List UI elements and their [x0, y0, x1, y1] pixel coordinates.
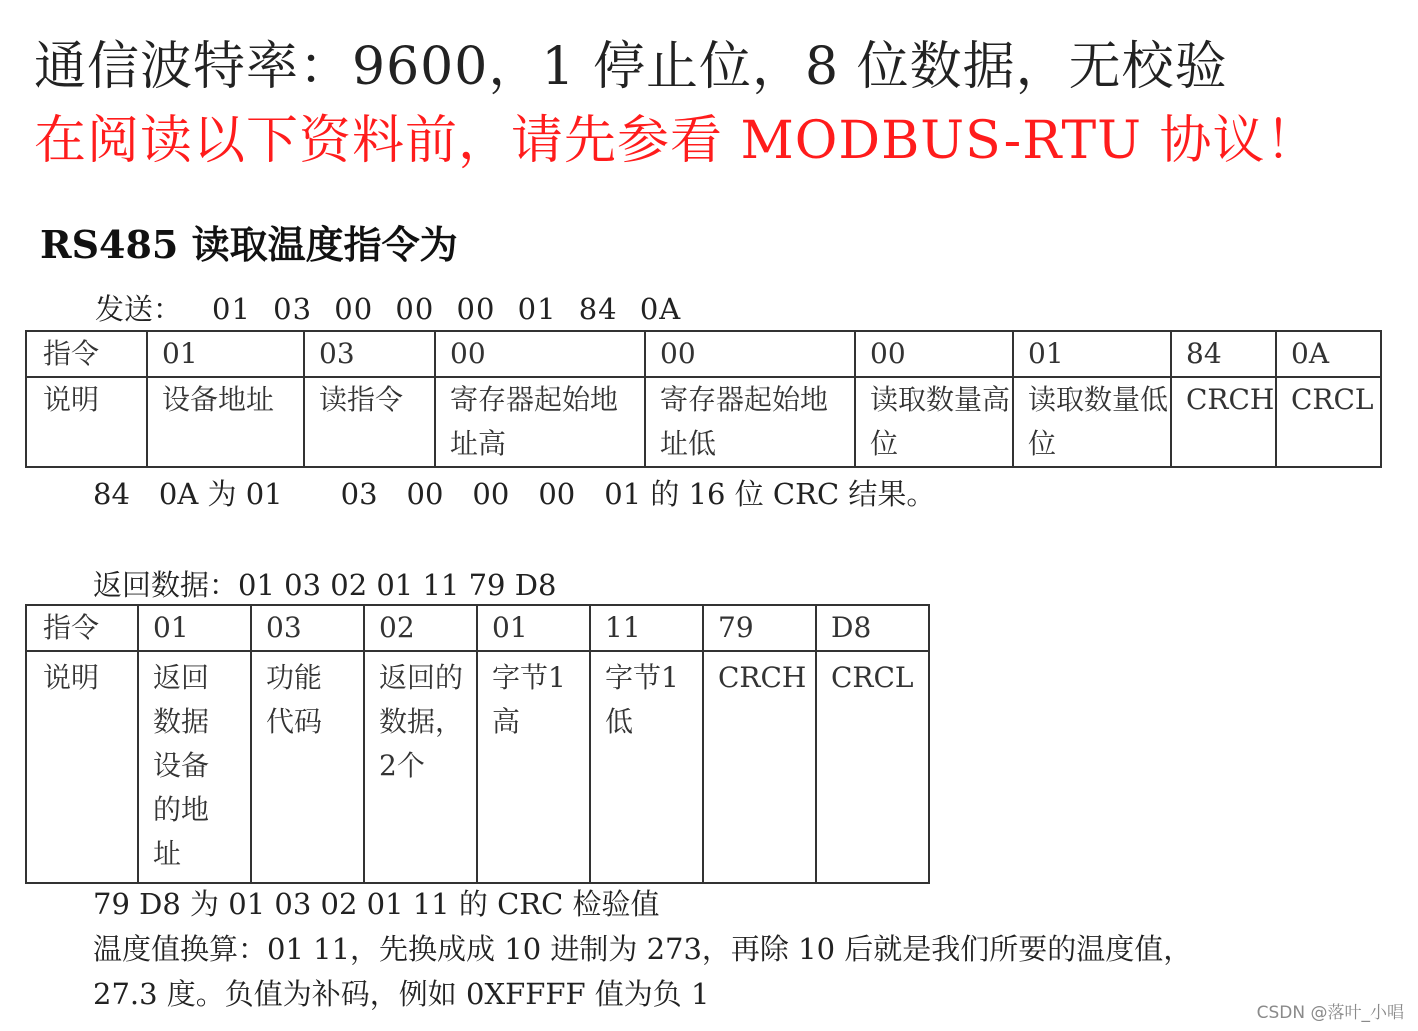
table-cell: CRCL: [1276, 377, 1381, 467]
table-cell: 返回的数据，2个: [364, 651, 477, 883]
send-line: [95, 287, 681, 328]
table-cell: CRCH: [1171, 377, 1276, 467]
table-cell: 01: [147, 331, 304, 377]
table-cell: 字节1低: [590, 651, 703, 883]
negative-value-note: 27.3 度。负值为补码，例如 0XFFFF 值为负 1: [93, 977, 710, 1011]
table-cell: 说明: [26, 651, 138, 883]
table-row: [26, 651, 929, 883]
table-row: [26, 377, 1381, 467]
table-cell: 00: [855, 331, 1013, 377]
watermark: CSDN @落叶_小唱: [1256, 1003, 1404, 1023]
send-label: 发送：: [95, 292, 183, 326]
table-cell: 84: [1171, 331, 1276, 377]
table-cell: 00: [645, 331, 855, 377]
temperature-conversion-note: 温度值换算：01 11，先换成成 10 进制为 273，再除 10 后就是我们所要的温度值，: [93, 932, 1193, 966]
response-data-table: [25, 604, 930, 884]
table-cell: CRCH: [703, 651, 816, 883]
table-cell: 11: [590, 605, 703, 651]
response-label: 返回数据：01 03 02 01 11 79 D8: [93, 568, 557, 602]
comm-params-text: 通信波特率：9600，1 停止位，8 位数据，无校验: [34, 37, 1228, 97]
table-cell: 返回数据设备的地址: [138, 651, 251, 883]
table-cell: 读指令: [304, 377, 435, 467]
table-cell: 寄存器起始地址高: [435, 377, 645, 467]
send-codes: 01 03 00 00 00 01 84 0A: [212, 292, 682, 326]
response-crc-note: 79 D8 为 01 03 02 01 11 的 CRC 检验值: [93, 887, 660, 921]
table-cell: 功能代码: [251, 651, 364, 883]
table-cell: 79: [703, 605, 816, 651]
table-cell: 03: [304, 331, 435, 377]
send-crc-note: 84 0A 为 01 03 00 00 00 01 的 16 位 CRC 结果。: [93, 477, 936, 511]
table-cell: 01: [1013, 331, 1171, 377]
section-title: RS485 读取温度指令为: [40, 222, 458, 267]
table-cell: 02: [364, 605, 477, 651]
table-cell: 01: [477, 605, 590, 651]
table-cell: 字节1高: [477, 651, 590, 883]
table-cell: 0A: [1276, 331, 1381, 377]
table-cell: 说明: [26, 377, 147, 467]
table-row: [26, 605, 929, 651]
table-cell: 设备地址: [147, 377, 304, 467]
table-cell: 03: [251, 605, 364, 651]
table-cell: 读取数量低位: [1013, 377, 1171, 467]
table-cell: D8: [816, 605, 929, 651]
table-cell: 寄存器起始地址低: [645, 377, 855, 467]
table-cell: 00: [435, 331, 645, 377]
table-cell: 指令: [26, 605, 138, 651]
table-row: [26, 331, 1381, 377]
table-cell: CRCL: [816, 651, 929, 883]
send-command-table: [25, 330, 1382, 468]
table-cell: 01: [138, 605, 251, 651]
warning-text: 在阅读以下资料前，请先参看 MODBUS-RTU 协议！: [34, 111, 1319, 171]
table-cell: 读取数量高位: [855, 377, 1013, 467]
table-cell: 指令: [26, 331, 147, 377]
